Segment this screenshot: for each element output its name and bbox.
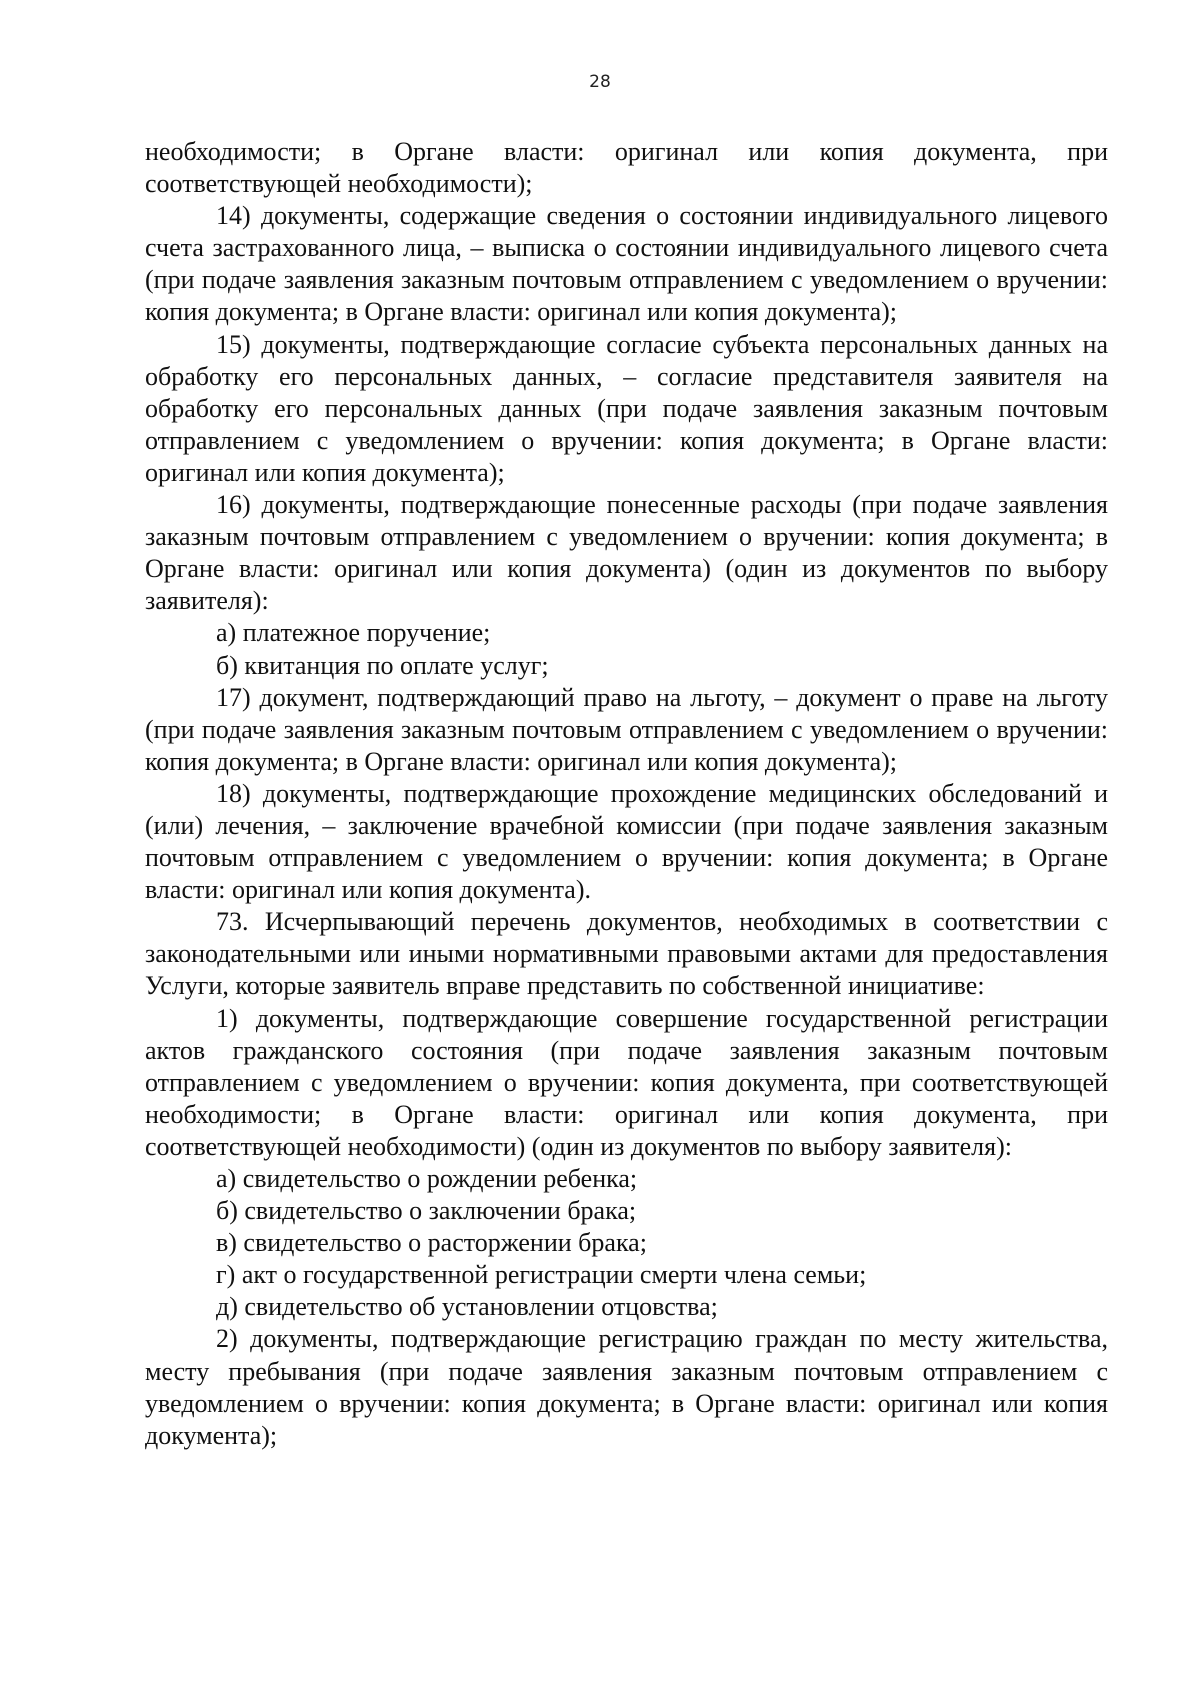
sub-item-16a: а) платежное поручение; xyxy=(216,618,491,648)
sub-item-16b: б) квитанция по оплате услуг; xyxy=(216,650,549,680)
list-item-16: 16) документы, подтверждающие понесенные расходы (при подаче заявления заказным почтовым отправлением с уведомлением о вручении: копия документа; в Органе власти: оригинал или копия документа) (один из документов по выбору заявителя): xyxy=(145,490,1108,616)
list-item-17: 17) документ, подтверждающий право на льготу, – документ о праве на льготу (при подаче заявления заказным почтовым отправлением с уведомлением о вручении: копия документа; в Органе власти: оригинал или копия документа); xyxy=(145,682,1108,776)
section-73: 73. Исчерпывающий перечень документов, необходимых в соответствии с законодательными или иными нормативными правовыми актами для предоставления Услуги, которые заявитель вправе представить по собственной инициативе: xyxy=(145,907,1108,1001)
section-73-item-1: 1) документы, подтверждающие совершение государственной регистрации актов гражданского состояния (при подаче заявления заказным почтовым отправлением с уведомлением о вручении: копия документа, при соответствующей необходимости; в Органе власти: оригинал или копия документа, при соответствующей необходимости) (один из документов по выбору заявителя): xyxy=(145,1003,1108,1161)
sub-item-1b: б) свидетельство о заключении брака; xyxy=(216,1196,637,1226)
paragraph-continuation: необходимости; в Органе власти: оригинал или копия документа, при соответствующей необходимости); xyxy=(145,137,1108,199)
list-item-14: 14) документы, содержащие сведения о состоянии индивидуального лицевого счета застрахованного лица, – выписка о состоянии индивидуального лицевого счета (при подаче заявления заказным почтовым отправлением с уведомлением о вручении: копия документа; в Органе власти: оригинал или копия документа); xyxy=(145,201,1108,327)
sub-item-1a: а) свидетельство о рождении ребенка; xyxy=(216,1164,638,1193)
sub-item-1e: д) свидетельство об установлении отцовства; xyxy=(216,1292,718,1322)
list-item-15: 15) документы, подтверждающие согласие субъекта персональных данных на обработку его персональных данных, – согласие представителя заявителя на обработку его персональных данных (при подаче заявления заказным почтовым отправлением с уведомлением о вручении: копия документа; в Органе власти: оригинал или копия документа); xyxy=(145,329,1108,487)
sub-item-1c: в) свидетельство о расторжении брака; xyxy=(216,1228,647,1258)
section-73-item-2: 2) документы, подтверждающие регистрацию граждан по месту жительства, месту пребывания (при подаче заявления заказным почтовым отправлением с уведомлением о вручении: копия документа; в Органе власти: оригинал или копия документа); xyxy=(145,1324,1108,1450)
page-number: 28 xyxy=(589,72,611,92)
document-body xyxy=(145,136,1108,1452)
sub-item-1d: г) акт о государственной регистрации смерти члена семьи; xyxy=(216,1260,867,1290)
list-item-18: 18) документы, подтверждающие прохождение медицинских обследований и (или) лечения, – заключение врачебной комиссии (при подаче заявления заказным почтовым отправлением с уведомлением о вручении: копия документа; в Органе власти: оригинал или копия документа). xyxy=(145,778,1108,905)
